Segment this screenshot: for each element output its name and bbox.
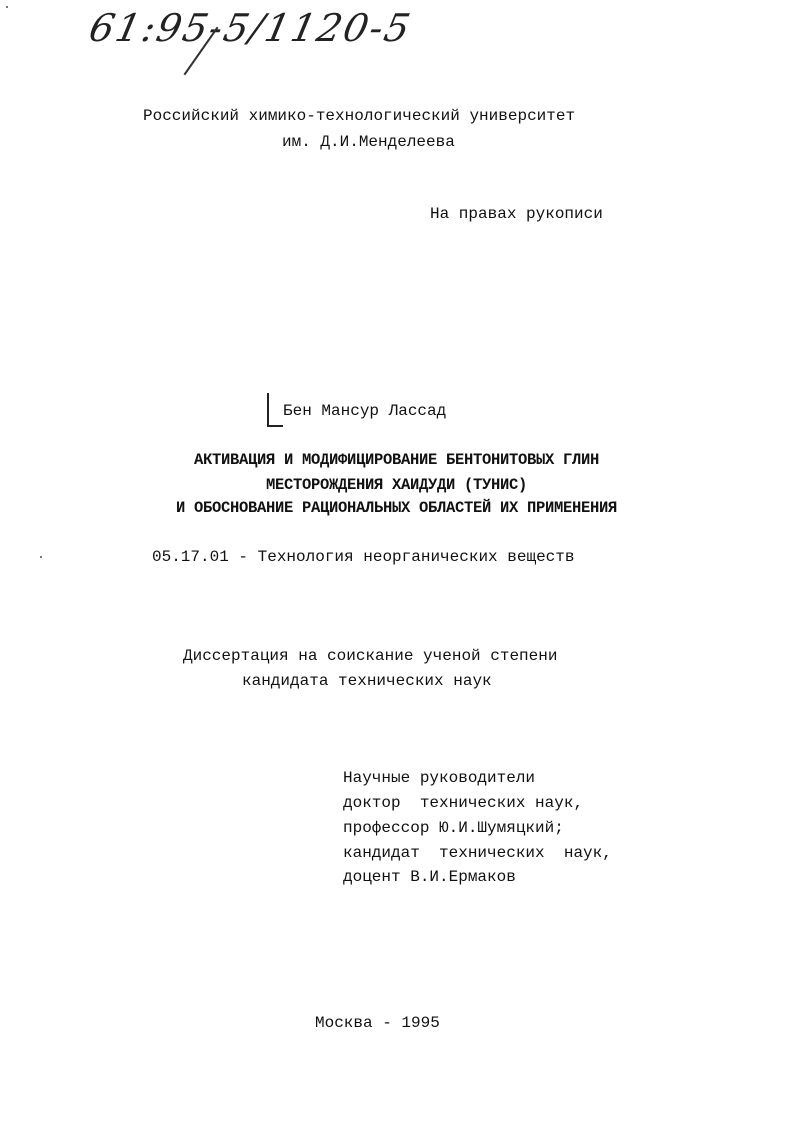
advisor-line: доктор технических наук, xyxy=(343,794,584,812)
degree-line2: кандидата технических наук xyxy=(242,672,492,690)
title-line2: МЕСТОРОЖДЕНИЯ ХАИДУДИ (ТУНИС) xyxy=(265,476,528,494)
institution-line1: Российский химико-технологический университет xyxy=(143,107,576,125)
institution-line2: им. Д.И.Менделеева xyxy=(282,133,455,151)
title-line3: И ОБОСНОВАНИЕ РАЦИОНАЛЬНЫХ ОБЛАСТЕЙ ИХ ПРИМЕНЕНИЯ xyxy=(175,499,618,517)
author-name: Бен Мансур Лассад xyxy=(283,402,447,420)
handwritten-bracket xyxy=(267,393,283,427)
title-line1: АКТИВАЦИЯ И МОДИФИЦИРОВАНИЕ БЕНТОНИТОВЫХ ГЛИН xyxy=(193,451,600,469)
specialty: 05.17.01 - Технология неорганических веществ xyxy=(152,548,575,566)
advisor-line: доцент В.И.Ермаков xyxy=(343,868,516,886)
place-year: Москва - 1995 xyxy=(315,1014,440,1032)
scan-speck xyxy=(6,6,8,8)
rights-note: На правах рукописи xyxy=(430,205,603,223)
handwritten-catalog-code: 61:95-5/1120-5 xyxy=(85,6,416,50)
advisors-heading: Научные руководители xyxy=(343,769,536,787)
advisor-line: профессор Ю.И.Шумяцкий; xyxy=(343,819,564,837)
advisor-line: кандидат технических наук, xyxy=(343,844,612,862)
degree-line1: Диссертация на соискание ученой степени xyxy=(183,647,558,665)
scan-speck xyxy=(40,556,42,558)
